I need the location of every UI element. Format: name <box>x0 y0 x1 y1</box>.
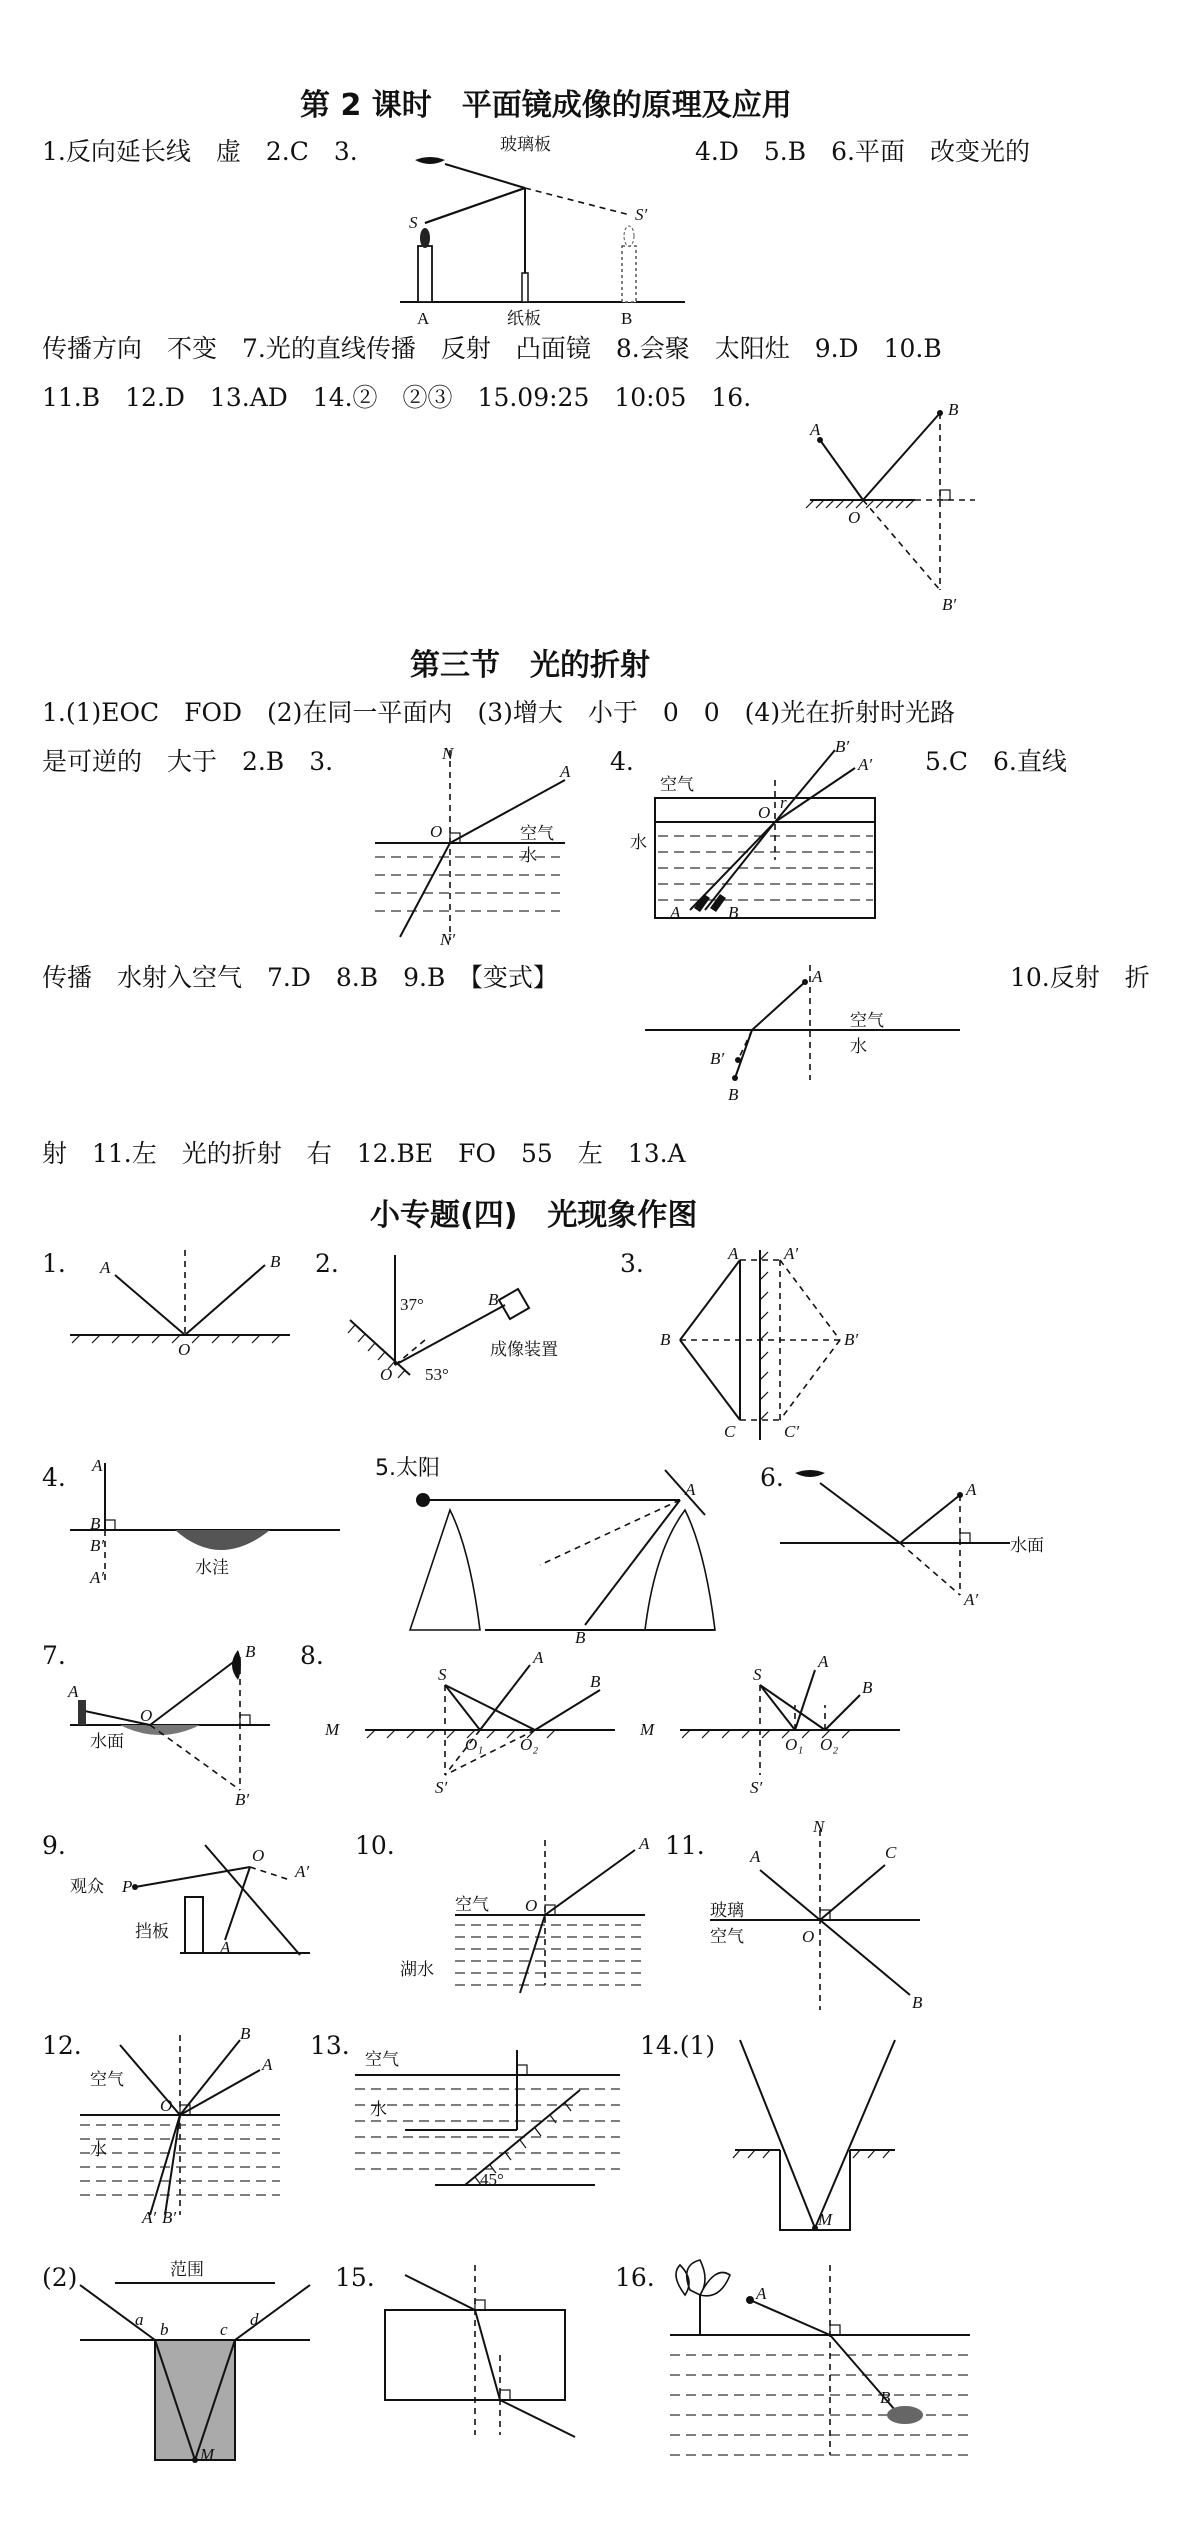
label-puddle: 水洼 <box>195 1558 229 1578</box>
label-A: A <box>966 1480 977 1499</box>
label-C: C <box>885 1843 897 1862</box>
item-num-6: 6. <box>760 1463 784 1492</box>
label-37deg: 37° <box>400 1295 424 1314</box>
figure-topic-2 <box>340 1245 590 1395</box>
label-A: A <box>810 420 821 439</box>
item-num-13: 13. <box>310 2031 350 2060</box>
answer-line-6b: 10.反射 折 <box>1010 963 1150 992</box>
item-num-9: 9. <box>42 1831 66 1860</box>
figure-topic-9 <box>60 1825 360 1965</box>
label-A-prime: A′ <box>90 1568 105 1587</box>
label-O: O <box>380 1365 393 1384</box>
figure-16-mirror-image <box>800 395 980 615</box>
figure-topic-15 <box>375 2255 605 2445</box>
label-water: 水 <box>520 846 537 866</box>
label-C: C <box>724 1422 736 1441</box>
label-c: c <box>220 2320 228 2339</box>
label-B: B <box>948 400 959 419</box>
label-A: A <box>685 1480 696 1499</box>
label-B: B <box>575 1628 586 1647</box>
figure-topic-5-sun <box>375 1455 715 1647</box>
figure-topic-11 <box>700 1817 950 2020</box>
label-A-prime: A′ <box>142 2208 157 2227</box>
label-B-prime: B′ <box>235 1790 250 1809</box>
label-air: 空气 <box>710 1927 744 1947</box>
label-O: O <box>802 1927 815 1946</box>
label-B: B <box>728 903 739 922</box>
figure-variant-refraction <box>640 960 980 1140</box>
item-num-7: 7. <box>42 1641 66 1670</box>
answer-line-2: 传播方向 不变 7.光的直线传播 反射 凸面镜 8.会聚 太阳灶 9.D 10.B <box>42 334 942 363</box>
label-S-prime: S′ <box>435 1778 448 1797</box>
label-d: d <box>250 2310 259 2329</box>
label-r: r <box>780 793 787 812</box>
label-A-prime: A′ <box>295 1862 310 1881</box>
label-O: O <box>178 1340 191 1359</box>
label-45deg: 45° <box>480 2170 504 2189</box>
label-O1: O₁ <box>785 1735 804 1754</box>
label-a: a <box>135 2310 144 2329</box>
figure-topic-8b <box>640 1635 930 1795</box>
item-num-14-2: (2) <box>42 2263 78 2292</box>
label-A-prime: A′ <box>858 755 873 774</box>
label-P: P <box>122 1877 133 1896</box>
label-B-prime: B′ <box>835 737 850 756</box>
item-num-11: 11. <box>665 1831 705 1860</box>
section-title-3: 小专题(四) 光现象作图 <box>370 1198 698 1233</box>
label-air: 空气 <box>90 2070 124 2090</box>
label-water-surface: 水面 <box>1010 1536 1044 1556</box>
label-S-prime: S′ <box>750 1778 763 1797</box>
label-water: 水 <box>370 2100 387 2120</box>
label-air: 空气 <box>520 824 554 844</box>
label-A: A <box>756 2284 767 2303</box>
item-num-8: 8. <box>300 1641 324 1670</box>
label-B-prime: B′ <box>90 1536 105 1555</box>
label-S: S <box>438 1665 447 1684</box>
label-A: A <box>818 1652 829 1671</box>
label-air: 空气 <box>455 1895 489 1915</box>
label-B: B <box>590 1672 601 1691</box>
answer-line-5c: 5.C 6.直线 <box>925 747 1067 776</box>
label-glass: 玻璃板 <box>500 135 551 155</box>
label-B-prime: B′ <box>942 595 957 614</box>
figure-topic-14-1 <box>700 2030 940 2240</box>
label-A: A <box>670 903 681 922</box>
figure-topic-8a <box>325 1635 635 1795</box>
label-glass: 玻璃 <box>710 1901 744 1921</box>
label-B: B <box>862 1678 873 1697</box>
label-O: O <box>525 1896 538 1915</box>
item-num-15: 15. <box>335 2263 375 2292</box>
label-sun: 5.太阳 <box>375 1456 440 1481</box>
label-N: N <box>442 744 454 763</box>
label-air: 空气 <box>365 2050 399 2070</box>
label-B: B <box>880 2388 891 2407</box>
label-air: 空气 <box>660 775 694 795</box>
figure-topic-10 <box>395 1825 665 2005</box>
label-audience: 观众 <box>70 1877 104 1897</box>
label-B: B <box>270 1252 281 1271</box>
figure-topic-16-lotus <box>660 2255 980 2465</box>
figure-topic-12 <box>70 2025 290 2225</box>
label-range: 范围 <box>170 2260 204 2280</box>
label-B: B <box>90 1514 101 1533</box>
label-O: O <box>140 1706 153 1725</box>
item-num-14: 14.(1) <box>640 2031 716 2060</box>
item-num-4: 4. <box>42 1463 66 1492</box>
label-A: A <box>92 1456 103 1475</box>
label-M: M <box>818 2210 833 2229</box>
label-A: A <box>639 1834 650 1853</box>
figure-topic-4-puddle <box>60 1455 350 1595</box>
label-A: A <box>417 309 430 328</box>
label-A: A <box>750 1847 761 1866</box>
label-paperboard: 纸板 <box>507 309 541 329</box>
item-num-3: 3. <box>620 1249 644 1278</box>
label-A: A <box>812 967 823 986</box>
label-A-prime: A′ <box>964 1590 979 1609</box>
label-B: B <box>660 1330 671 1349</box>
label-B: B <box>912 1993 923 2012</box>
item-num-1: 1. <box>42 1249 66 1278</box>
answer-line-1b: 4.D 5.B 6.平面 改变光的 <box>695 137 1030 166</box>
label-A: A <box>728 1244 739 1263</box>
answer-line-1a: 1.反向延长线 虚 2.C 3. <box>42 137 358 166</box>
label-B: B <box>240 2024 251 2043</box>
answer-line-3: 11.B 12.D 13.AD 14.② ②③ 15.09:25 10:05 16. <box>42 383 752 412</box>
item-num-10: 10. <box>355 1831 395 1860</box>
label-imaging-device: 成像装置 <box>490 1340 558 1360</box>
label-water: 水 <box>90 2140 107 2160</box>
section-title-2: 第三节 光的折射 <box>410 648 650 683</box>
figure-plane-mirror-experiment <box>395 128 695 338</box>
figure-topic-7 <box>60 1635 290 1815</box>
label-O: O <box>848 508 861 527</box>
label-B-prime: B′ <box>710 1049 725 1068</box>
answer-line-6a: 传播 水射入空气 7.D 8.B 9.B 【变式】 <box>42 963 558 992</box>
label-O: O <box>160 2096 173 2115</box>
label-O2: O₂ <box>820 1735 839 1754</box>
label-A: A <box>220 1938 231 1957</box>
label-53deg: 53° <box>425 1365 449 1384</box>
label-lake: 湖水 <box>400 1960 434 1980</box>
figure-topic-1 <box>60 1245 300 1359</box>
label-B: B <box>621 309 633 328</box>
label-B-prime: B′ <box>844 1330 859 1349</box>
label-b: b <box>160 2320 169 2339</box>
figure-topic-6-eye <box>770 1455 1070 1609</box>
label-S: S <box>753 1665 762 1684</box>
item-num-16: 16. <box>615 2263 655 2292</box>
label-M: M <box>325 1720 340 1739</box>
label-O: O <box>758 803 771 822</box>
answer-line-7: 射 11.左 光的折射 右 12.BE FO 55 左 13.A <box>42 1139 686 1168</box>
label-A: A <box>560 762 571 781</box>
answer-line-5b: 4. <box>610 747 634 776</box>
label-A: A <box>533 1648 544 1667</box>
label-A: A <box>262 2055 273 2074</box>
label-N-prime: N′ <box>440 930 456 949</box>
label-A: A <box>100 1258 111 1277</box>
figure-topic-13 <box>345 2025 635 2200</box>
figure-topic-3 <box>640 1245 880 1445</box>
answer-line-4: 1.(1)EOC FOD (2)在同一平面内 (3)增大 小于 0 0 (4)光在折射时光路 <box>42 698 956 727</box>
label-B-prime: B′ <box>162 2208 177 2227</box>
label-N: N <box>813 1817 825 1836</box>
label-B: B <box>728 1085 739 1104</box>
figure-refraction-3 <box>370 744 600 949</box>
label-O1: O₁ <box>465 1735 484 1754</box>
label-B: B <box>488 1290 499 1309</box>
label-S: S <box>409 213 418 232</box>
label-O: O <box>430 822 443 841</box>
label-B: B <box>245 1642 256 1661</box>
label-M: M <box>200 2445 215 2464</box>
label-air: 空气 <box>850 1011 884 1031</box>
label-C-prime: C′ <box>784 1422 800 1441</box>
item-num-2: 2. <box>315 1249 339 1278</box>
figure-topic-14-2 <box>70 2255 320 2470</box>
label-water-surface: 水面 <box>90 1732 124 1752</box>
label-M: M <box>640 1720 655 1739</box>
label-A: A <box>68 1682 79 1701</box>
label-O: O <box>252 1846 265 1865</box>
label-water: 水 <box>850 1037 867 1057</box>
label-baffle: 挡板 <box>135 1922 169 1942</box>
label-A-prime: A′ <box>784 1244 799 1263</box>
label-S-prime: S′ <box>635 205 648 224</box>
item-num-12: 12. <box>42 2031 82 2060</box>
label-water: 水 <box>630 833 647 853</box>
section-title-1: 第 2 课时 平面镜成像的原理及应用 <box>300 88 792 123</box>
label-O2: O₂ <box>520 1735 539 1754</box>
figure-refraction-tank <box>630 737 890 925</box>
answer-line-5a: 是可逆的 大于 2.B 3. <box>42 747 334 776</box>
